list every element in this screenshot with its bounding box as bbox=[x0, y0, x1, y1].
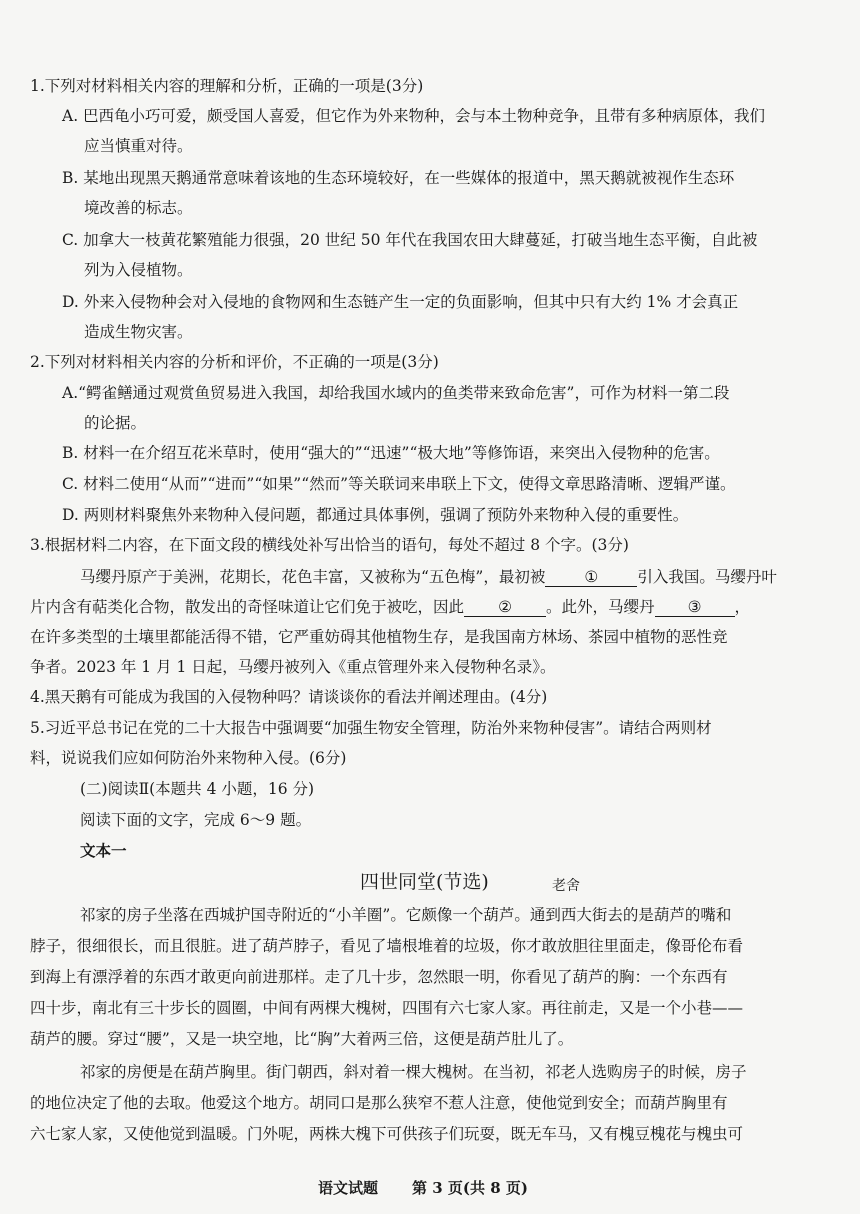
passage-line: 葫芦的腰。穿过“腰”，又是一块空地，比“胸”大着两三倍，这便是葫芦肚儿了。 bbox=[30, 1030, 574, 1048]
passage-line: 祁家的房便是在葫芦胸里。街门朝西，斜对着一棵大槐树。在当初，祁老人选购房子的时候，房子 bbox=[80, 1063, 747, 1081]
fill-blank-1[interactable]: ① bbox=[545, 567, 637, 587]
footer-page-number: 第 3 页(共 8 页) bbox=[412, 1179, 528, 1197]
q1-option-a: A. 巴西龟小巧可爱，颇受国人喜爱，但它作为外来物种，会与本土物种竞争，且带有多种病原体，我们 bbox=[62, 107, 766, 125]
q3-text: 马缨丹原产于美洲，花期长，花色丰富，又被称为“五色梅”，最初被 bbox=[80, 568, 546, 586]
fill-blank-2[interactable]: ② bbox=[464, 597, 546, 617]
q1-option-b: B. 某地出现黑天鹅通常意味着该地的生态环境较好，在一些媒体的报道中，黑天鹅就被视作生态环 bbox=[62, 169, 735, 187]
passage-line: 脖子，很细很长，而且很脏。进了葫芦脖子，看见了墙根堆着的垃圾，你才敢放胆往里面走，像哥伦布看 bbox=[30, 937, 744, 955]
passage-line: 的地位决定了他的去取。他爱这个地方。胡同口是那么狭窄不惹人注意，使他觉到安全；而葫芦胸里有 bbox=[30, 1094, 728, 1112]
q1-option-d-cont: 造成生物灾害。 bbox=[84, 323, 193, 341]
passage-line: 六七家人家，又使他觉到温暖。门外呢，两株大槐下可供孩子们玩耍，既无车马，又有槐豆槐花与槐虫可 bbox=[30, 1125, 744, 1143]
passage-author: 老舍 bbox=[552, 878, 580, 894]
section-instruction: 阅读下面的文字，完成 6～9 题。 bbox=[80, 811, 312, 829]
q2-stem: 2.下列对材料相关内容的分析和评价，不正确的一项是(3分) bbox=[30, 353, 439, 371]
q1-option-a-cont: 应当慎重对待。 bbox=[84, 137, 193, 155]
q3-passage-line2 bbox=[30, 597, 750, 617]
q3-text: 引入我国。马缨丹叶 bbox=[637, 568, 777, 586]
q3-passage-line3: 在许多类型的土壤里都能活得不错，它严重妨碍其他植物生存，是我国南方林场、茶园中植物的恶性竞 bbox=[30, 628, 728, 646]
section-heading: (二)阅读Ⅱ(本题共 4 小题，16 分) bbox=[80, 780, 315, 798]
q1-stem: 1.下列对材料相关内容的理解和分析，正确的一项是(3分) bbox=[30, 77, 424, 95]
q4-stem: 4.黑天鹅有可能成为我国的入侵物种吗？请谈谈你的看法并阐述理由。(4分) bbox=[30, 688, 548, 706]
q5-stem-cont: 料，说说我们应如何防治外来物种入侵。(6分) bbox=[30, 749, 347, 767]
q3-text: 片内含有萜类化合物，散发出的奇怪味道让它们免于被吃，因此 bbox=[30, 598, 465, 616]
q2-option-b: B. 材料一在介绍互花米草时，使用“强大的”“迅速”“极大地”等修饰语，来突出入侵物种的危害。 bbox=[62, 444, 720, 462]
q2-option-a: A.“鳄雀鳝通过观赏鱼贸易进入我国，却给我国水域内的鱼类带来致命危害”，可作为材料一第二段 bbox=[62, 384, 730, 402]
q2-option-a-cont: 的论据。 bbox=[84, 414, 147, 432]
q2-option-d: D. 两则材料聚焦外来物种入侵问题，都通过具体事例，强调了预防外来物种入侵的重要性。 bbox=[62, 506, 689, 524]
q3-passage-line1 bbox=[80, 567, 777, 587]
q3-passage-line4: 争者。2023 年 1 月 1 日起，马缨丹被列入《重点管理外来入侵物种名录》。 bbox=[30, 658, 556, 676]
text-label: 文本一 bbox=[80, 841, 127, 860]
passage-title: 四世同堂(节选) bbox=[360, 871, 489, 893]
fill-blank-3[interactable]: ③ bbox=[655, 597, 735, 617]
q1-option-b-cont: 境改善的标志。 bbox=[84, 199, 193, 217]
q1-option-c: C. 加拿大一枝黄花繁殖能力很强，20 世纪 50 年代在我国农田大肆蔓延，打破当地生态平衡，自此被 bbox=[62, 231, 758, 249]
q2-option-c: C. 材料二使用“从而”“进而”“如果”“然而”等关联词来串联上下文，使得文章思路清晰、逻辑严谨。 bbox=[62, 475, 736, 493]
q3-text: 。此外，马缨丹 bbox=[546, 598, 655, 616]
passage-line: 到海上有漂浮着的东西才敢更向前进那样。走了几十步，忽然眼一明，你看见了葫芦的胸：一个东西有 bbox=[30, 968, 728, 986]
passage-line: 四十步，南北有三十步长的圆圈，中间有两棵大槐树，四围有六七家人家。再往前走，又是一个小巷—— bbox=[30, 999, 744, 1017]
q3-stem: 3.根据材料二内容，在下面文段的横线处补写出恰当的语句，每处不超过 8 个字。(3分) bbox=[30, 536, 629, 554]
q1-option-d: D. 外来入侵物种会对入侵地的食物网和生态链产生一定的负面影响，但其中只有大约 1% 才会真正 bbox=[62, 293, 739, 311]
q1-option-c-cont: 列为入侵植物。 bbox=[84, 261, 193, 279]
footer-subject: 语文试题 bbox=[318, 1179, 379, 1197]
q5-stem: 5.习近平总书记在党的二十大报告中强调要“加强生物安全管理，防治外来物种侵害”。请结合两则材 bbox=[30, 719, 712, 737]
q3-text: ， bbox=[734, 598, 751, 616]
passage-line: 祁家的房子坐落在西城护国寺附近的“小羊圈”。它颇像一个葫芦。通到西大街去的是葫芦的嘴和 bbox=[80, 906, 732, 924]
